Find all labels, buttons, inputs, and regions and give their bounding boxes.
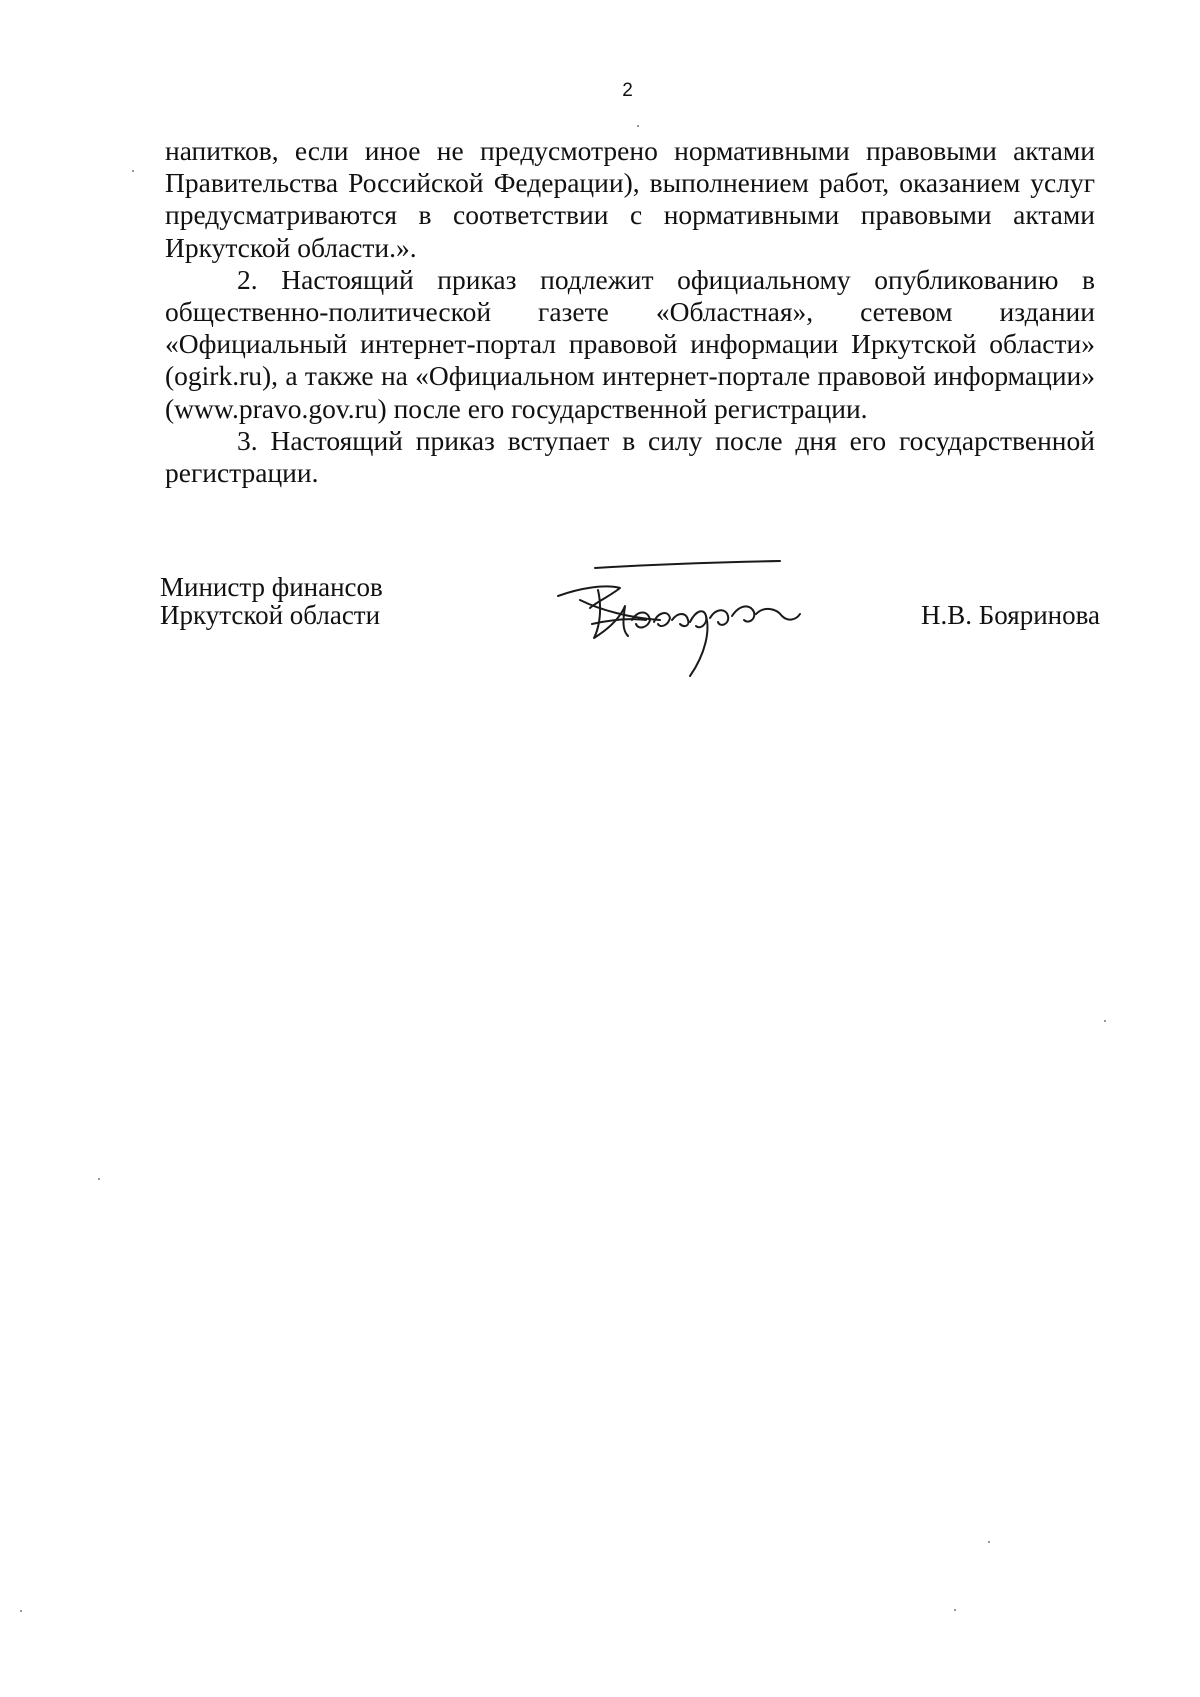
paragraph-continuation: напитков, если иное не предусмотрено нормативными правовыми актами Правительства Российской Федерации), выполнением работ, оказанием услуг предусматриваются в соответствии с нормативными правовыми актами Иркутской области.». [165, 135, 1095, 263]
signature-block [160, 573, 1100, 693]
scan-speck [98, 1178, 100, 1180]
handwritten-signature-icon [550, 558, 810, 678]
scan-speck [988, 1541, 990, 1543]
paragraph-effective-date: 3. Настоящий приказ вступает в силу после дня его государственной регистрации. [165, 424, 1095, 489]
scan-speck [954, 1609, 956, 1611]
signer-name: Н.В. Бояринова [921, 600, 1100, 630]
signer-position-line2: Иркутской области [160, 600, 381, 630]
page-number: 2 [622, 80, 633, 101]
scan-speck [20, 1610, 22, 1612]
document-body [165, 135, 1095, 489]
signer-position [160, 573, 383, 629]
scan-speck [1104, 1020, 1106, 1022]
paragraph-publication: 2. Настоящий приказ подлежит официальному опубликованию в общественно-политической газете «Областная», сетевом издании «Официальный интернет-портал правовой информации Иркутской области» (ogirk.ru), а также на «Официальном интернет-портале правовой информации» (www.pravo.gov.ru) после его государственной регистрации. [165, 263, 1095, 424]
scan-speck [637, 125, 639, 127]
scan-speck [132, 170, 134, 172]
signer-position-line1: Министр финансов [160, 572, 383, 602]
